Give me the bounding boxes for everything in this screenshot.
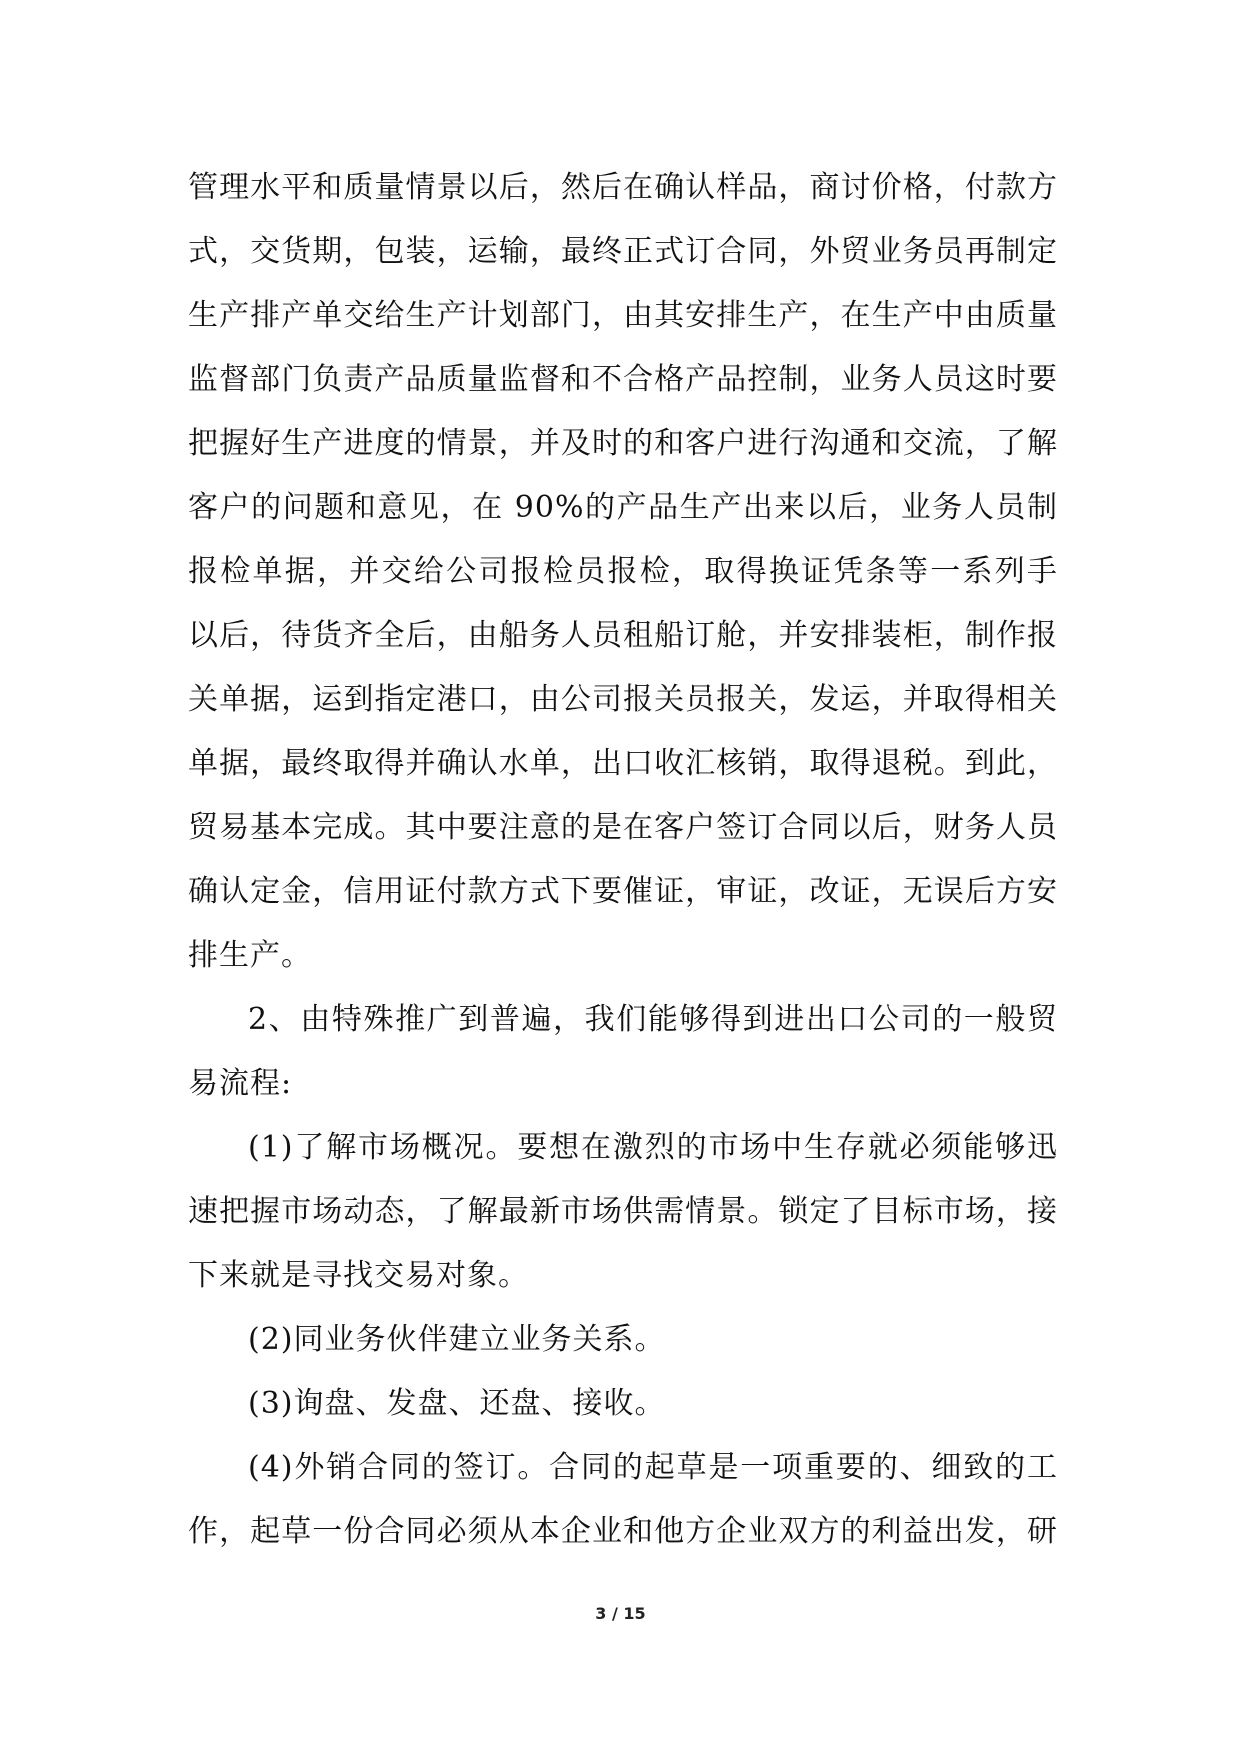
text-line: 客户的问题和意见，在 90%的产品生产出来以后，业务人员制 bbox=[188, 490, 1058, 525]
text-line: 以后，待货齐全后，由船务人员租船订舱，并安排装柜，制作报 bbox=[188, 618, 1058, 653]
text-line: 排生产。 bbox=[188, 938, 312, 973]
text-line: 贸易基本完成。其中要注意的是在客户签订合同以后，财务人员 bbox=[188, 810, 1058, 845]
text-line: 单据，最终取得并确认水单，出口收汇核销，取得退税。到此， bbox=[188, 746, 1058, 781]
text-line: 生产排产单交给生产计划部门，由其安排生产，在生产中由质量 bbox=[188, 298, 1058, 333]
text-line: 速把握市场动态，了解最新市场供需情景。锁定了目标市场，接 bbox=[188, 1194, 1058, 1229]
text-line: 确认定金，信用证付款方式下要催证，审证，改证，无误后方安 bbox=[188, 874, 1058, 909]
text-line: 监督部门负责产品质量监督和不合格产品控制，业务人员这时要 bbox=[188, 362, 1058, 397]
text-line: 管理水平和质量情景以后，然后在确认样品，商讨价格，付款方 bbox=[188, 170, 1058, 205]
page-number: 3 / 15 bbox=[595, 1604, 646, 1623]
text-line: 易流程: bbox=[188, 1066, 293, 1101]
text-line: 2、由特殊推广到普遍，我们能够得到进出口公司的一般贸 bbox=[248, 1002, 1058, 1037]
text-line: (2)同业务伙伴建立业务关系。 bbox=[248, 1322, 666, 1357]
text-line: 下来就是寻找交易对象。 bbox=[188, 1258, 529, 1293]
text-line: (1)了解市场概况。要想在激烈的市场中生存就必须能够迅 bbox=[248, 1130, 1058, 1165]
text-line: 作，起草一份合同必须从本企业和他方企业双方的利益出发，研 bbox=[188, 1514, 1058, 1549]
text-line: 把握好生产进度的情景，并及时的和客户进行沟通和交流，了解 bbox=[188, 426, 1058, 461]
body-text bbox=[188, 156, 1058, 1564]
text-line: 关单据，运到指定港口，由公司报关员报关，发运，并取得相关 bbox=[188, 682, 1058, 717]
text-line: 式，交货期，包装，运输，最终正式订合同，外贸业务员再制定 bbox=[188, 234, 1058, 269]
text-line: (3)询盘、发盘、还盘、接收。 bbox=[248, 1386, 666, 1421]
text-line: (4)外销合同的签订。合同的起草是一项重要的、细致的工 bbox=[248, 1450, 1058, 1485]
text-line: 报检单据，并交给公司报检员报检，取得换证凭条等一系列手 bbox=[188, 554, 1058, 589]
